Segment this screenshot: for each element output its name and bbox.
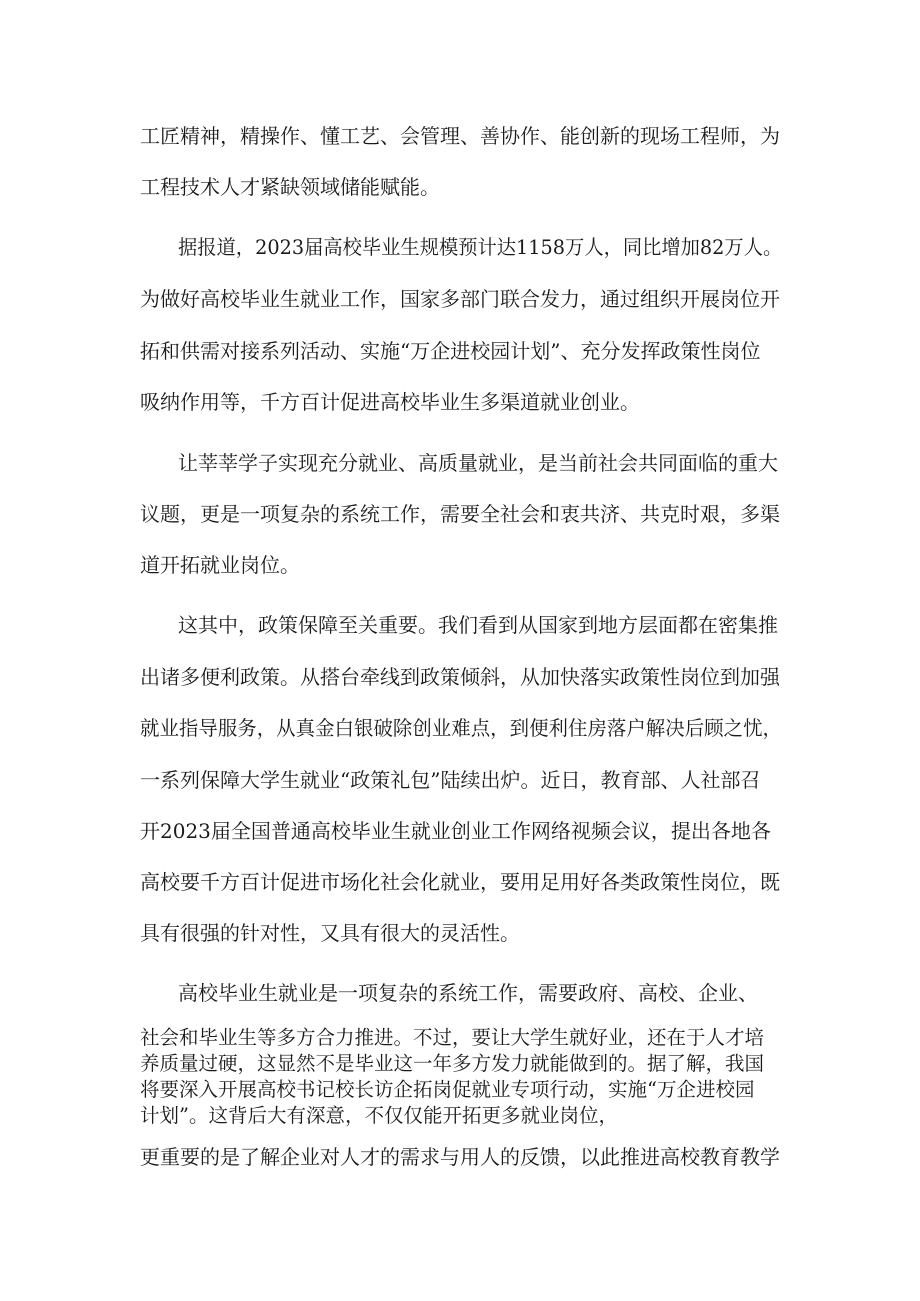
paragraph-line: 就业指导服务，从真金白银破除创业难点，到便利住房落户解决后顾之忧， (140, 716, 782, 740)
paragraph-line: 更重要的是了解企业对人才的需求与用人的反馈，以此推进高校教育教学 (140, 1145, 780, 1169)
paragraph-line: 议题，更是一项复杂的系统工作，需要全社会和衷共济、共克时艰，多渠 (140, 502, 780, 526)
paragraph-line: 社会和毕业生等多方合力推进。不过，要让大学生就好业，还在于人才培 (140, 1026, 765, 1049)
paragraph-line: 让莘莘学子实现充分就业、高质量就业，是当前社会共同面临的重大 (178, 451, 778, 475)
paragraph-line: 据报道，2023届高校毕业生规模预计达1158万人，同比增加82万人。 (178, 235, 783, 259)
paragraph-line: 高校要千方百计促进市场化社会化就业，要用足用好各类政策性岗位，既 (140, 870, 780, 894)
paragraph-line: 一系列保障大学生就业“政策礼包”陆续出炉。近日，教育部、人社部召 (140, 768, 761, 792)
paragraph-line: 工匠精神，精操作、懂工艺、会管理、善协作、能创新的现场工程师，为 (140, 124, 780, 148)
paragraph-line: 为做好高校毕业生就业工作，国家多部门联合发力，通过组织开展岗位开 (140, 287, 780, 311)
paragraph-line: 拓和供需对接系列活动、实施“万企进校园计划”、充分发挥政策性岗位 (140, 339, 761, 363)
paragraph-line: 计划”。这背后大有深意，不仅仅能开拓更多就业岗位， (140, 1104, 618, 1127)
paragraph-line: 这其中，政策保障至关重要。我们看到从国家到地方层面都在密集推 (178, 613, 778, 637)
paragraph-line: 高校毕业生就业是一项复杂的系统工作，需要政府、高校、企业、 (178, 981, 758, 1005)
paragraph-line: 吸纳作用等，千方百计促进高校毕业生多渠道就业创业。 (140, 390, 640, 414)
paragraph-line: 养质量过硬，这显然不是毕业这一年多方发力就能做到的。据了解，我国 (140, 1052, 765, 1075)
paragraph-line: 工程技术人才紧缺领域储能赋能。 (140, 175, 440, 199)
paragraph-line: 开2023届全国普通高校毕业生就业创业工作网络视频会议，提出各地各 (140, 819, 771, 843)
paragraph-line: 出诸多便利政策。从搭台牵线到政策倾斜，从加快落实政策性岗位到加强 (140, 665, 780, 689)
paragraph-line: 具有很强的针对性，又具有很大的灵活性。 (140, 921, 520, 945)
paragraph-line: 道开拓就业岗位。 (140, 553, 300, 577)
paragraph-line: 将要深入开展高校书记校长访企拓岗促就业专项行动，实施“万企进校园 (140, 1078, 755, 1101)
